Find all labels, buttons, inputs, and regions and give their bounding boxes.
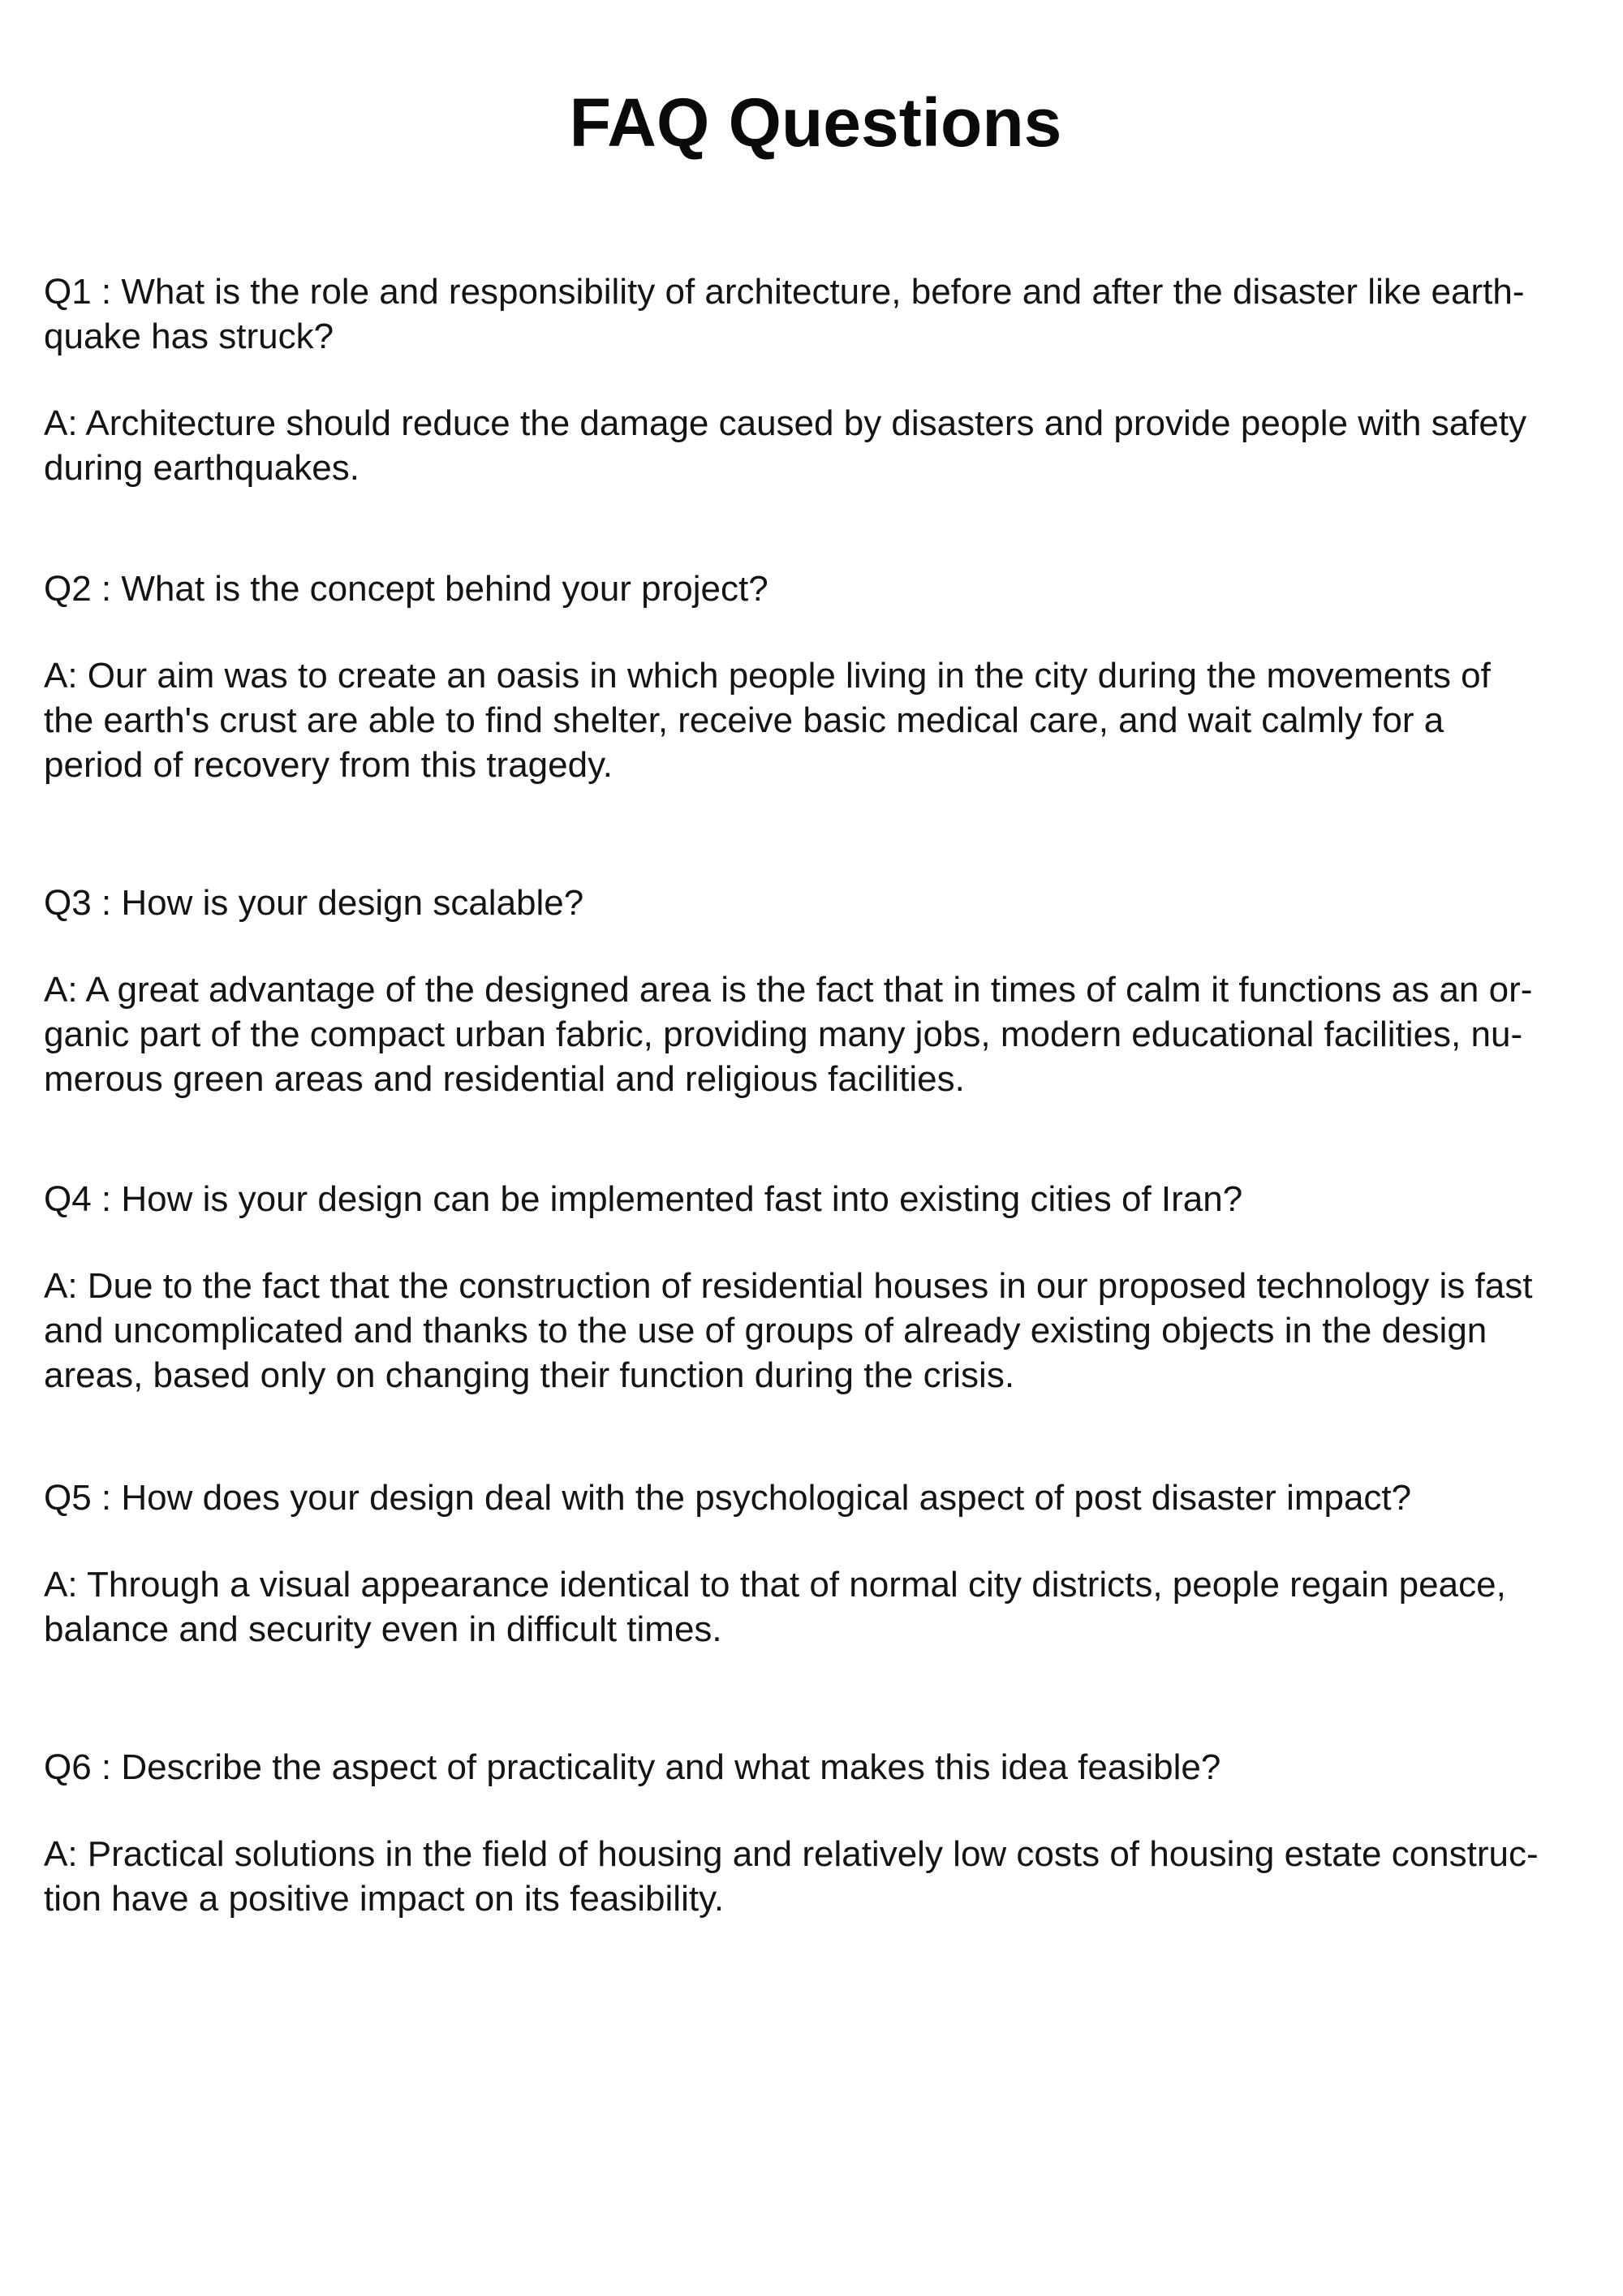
page-title: FAQ Questions <box>569 84 1062 161</box>
faq-answer: A: A great advantage of the designed area is the fact that in times of calm it functions as an or- ganic part of the compact urban fabric, providing many jobs, modern educational facilities, nu- merous green areas and residential and religious facilities. <box>44 970 1533 1099</box>
faq-question: Q5 : How does your design deal with the psychological aspect of post disaster impact? <box>44 1478 1412 1518</box>
faq-item-6 <box>44 1745 1586 1921</box>
faq-item-5 <box>44 1475 1586 1652</box>
faq-question: Q1 : What is the role and responsibility of architecture, before and after the disaster like earth- quake has struck? <box>44 272 1525 356</box>
faq-answer: A: Our aim was to create an oasis in which people living in the city during the movements of the earth's crust are able to find shelter, receive basic medical care, and wait calmly for a period of recovery from this tragedy. <box>44 656 1491 785</box>
faq-item-1 <box>44 269 1586 490</box>
faq-question: Q6 : Describe the aspect of practicality and what makes this idea feasible? <box>44 1747 1221 1787</box>
faq-answer: A: Through a visual appearance identical to that of normal city districts, people regain peace, balance and security even in difficult times. <box>44 1565 1506 1649</box>
faq-question: Q4 : How is your design can be implemented fast into existing cities of Iran? <box>44 1179 1243 1219</box>
faq-question: Q3 : How is your design scalable? <box>44 883 584 923</box>
faq-question: Q2 : What is the concept behind your project? <box>44 569 768 609</box>
faq-item-2 <box>44 566 1586 787</box>
faq-item-4 <box>44 1177 1586 1398</box>
faq-item-3 <box>44 881 1586 1101</box>
faq-answer: A: Practical solutions in the field of housing and relatively low costs of housing estate construc- tion have a positive impact on its feasibility. <box>44 1834 1539 1919</box>
faq-answer: A: Architecture should reduce the damage caused by disasters and provide people with safety during earthquakes. <box>44 403 1527 488</box>
faq-answer: A: Due to the fact that the construction of residential houses in our proposed technology is fast and uncomplicated and thanks to the use of groups of already existing objects in the design areas, based only on changing their function during the crisis. <box>44 1266 1533 1395</box>
